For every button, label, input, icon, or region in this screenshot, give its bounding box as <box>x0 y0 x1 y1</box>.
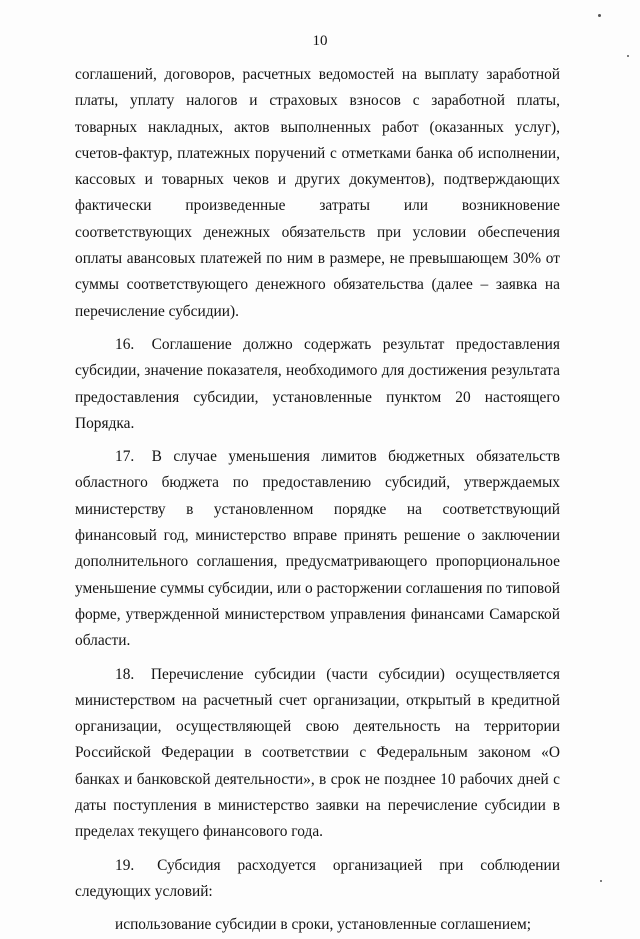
scan-speck <box>627 55 629 57</box>
paragraph-16 <box>75 332 560 437</box>
paragraph-number: 17. <box>115 448 135 466</box>
paragraph-19 <box>75 853 560 906</box>
paragraph-17 <box>75 444 560 654</box>
paragraph-text: Перечисление субсидии (части субсидии) осуществляется министерством на расчетный счет организации, открытый в кредитной организации, осуществляющей свою деятельность на территории Российской Федерации в соответствии с Федеральным законом «О банках и банковской деятельности», в срок не позднее 10 рабочих дней с даты поступления в министерство заявки на перечисление субсидии в пределах текущего финансового года. <box>75 665 560 841</box>
page-number: 10 <box>312 33 328 49</box>
scan-speck <box>600 880 602 882</box>
paragraph-15-continuation <box>75 62 560 325</box>
scan-speck <box>598 14 601 17</box>
paragraph-text: использование субсидии в сроки, установленные соглашением; <box>115 916 531 934</box>
paragraph-18 <box>75 662 560 846</box>
paragraph-number: 16. <box>115 335 135 353</box>
paragraph-19-condition <box>75 912 560 938</box>
document-body <box>75 62 560 939</box>
paragraph-number: 18. <box>115 665 135 683</box>
paragraph-text: В случае уменьшения лимитов бюджетных обязательств областного бюджета по предоставлению субсидий, утверждаемых министерству в установленном порядке на соответствующий финансовый год, министерство вправе принять решение о заключении дополнительного соглашения, предусматривающего пропорциональное уменьшение суммы субсидии, или о расторжении соглашения по типовой форме, утвержденной министерством управления финансами Самарской области. <box>75 448 561 650</box>
paragraph-text: Субсидия расходуется организацией при соблюдении следующих условий: <box>75 856 560 900</box>
paragraph-text: соглашений, договоров, расчетных ведомостей на выплату заработной платы, уплату налогов и страховых взносов с заработной платы, товарных накладных, актов выполненных работ (оказанных услуг), счетов-фактур, платежных поручений с отметками банка об исполнении, кассовых и товарных чеков и других документов), подтверждающих фактически произведенные затраты или возникновение соответствующих денежных обязательств при условии обеспечения оплаты авансовых платежей по ним в размере, не превышающем 30% от суммы соответствующего денежного обязательства (далее – заявка на перечисление субсидии). <box>75 66 560 320</box>
paragraph-number: 19. <box>115 856 135 874</box>
paragraph-text: Соглашение должно содержать результат предоставления субсидии, значение показателя, необходимого для достижения результата предоставления субсидии, установленные пунктом 20 настоящего Порядка. <box>75 335 560 432</box>
